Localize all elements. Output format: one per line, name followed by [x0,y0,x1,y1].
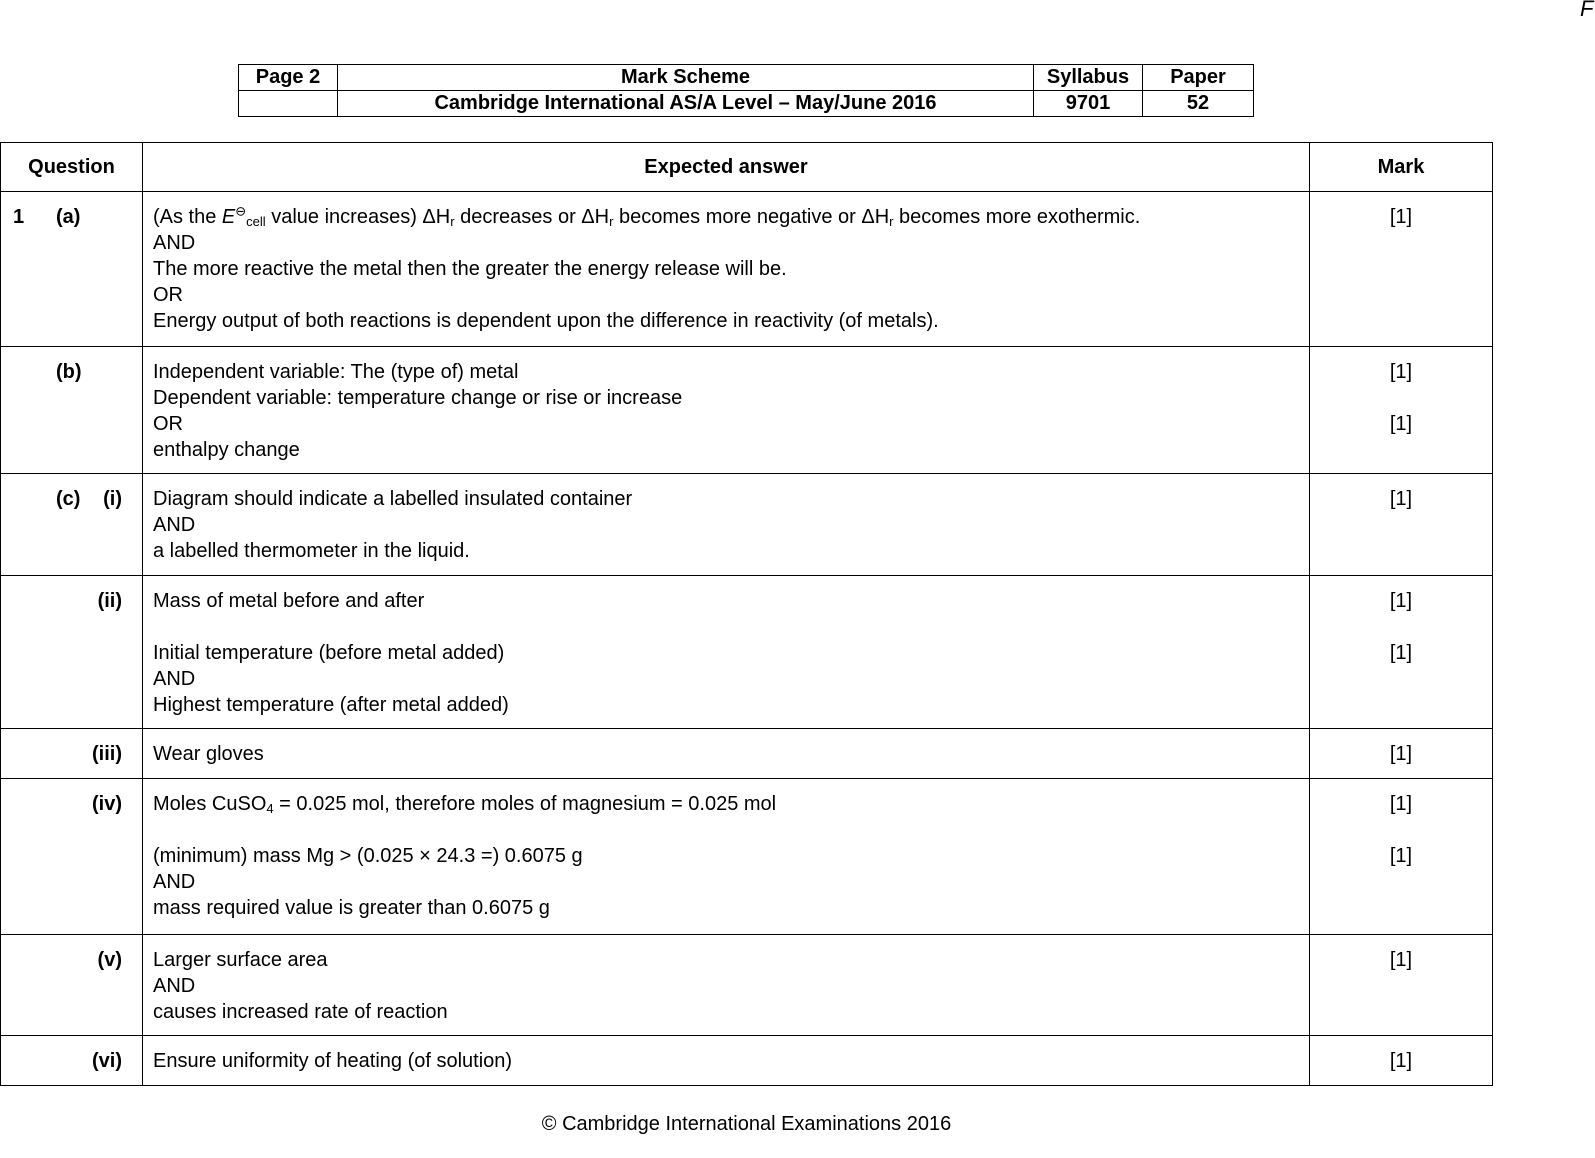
question-cell [1,779,143,935]
answer-line: OR [153,284,183,306]
table-header-row [1,143,1493,192]
mark-value: [1] [1389,743,1413,765]
page-label: Page 2 [239,65,338,91]
table-row [1,192,1493,347]
answer-line: Larger surface area [153,949,328,971]
mark-value: [1] [1389,793,1413,815]
mark-cell [1310,935,1493,1036]
question-subpart: (iv) [92,793,122,815]
mark-cell [1310,729,1493,779]
syllabus-value: 9701 [1034,91,1143,117]
mark-cell [1310,576,1493,729]
table-row [1,779,1493,935]
answer-cell [143,1036,1310,1086]
mark-value: [1] [1389,949,1413,971]
question-subpart: (vi) [92,1050,122,1072]
question-number: 1 [13,206,25,228]
paper-label: Paper [1143,65,1254,91]
col-mark: Mark [1310,143,1493,192]
col-question: Question [1,143,143,192]
mark-value: [1] [1389,642,1413,664]
answer-cell [143,474,1310,576]
syllabus-label: Syllabus [1034,65,1143,91]
question-cell [1,474,143,576]
question-part: (b) [56,361,82,383]
answer-line: Energy output of both reactions is dependent upon the difference in reactivity (of metals). [153,310,939,332]
answer-line: AND [153,232,196,254]
answer-line: The more reactive the metal then the greater the energy release will be. [153,258,787,280]
table-row [1,1036,1493,1086]
table-row [1,347,1493,474]
answer-line: Dependent variable: temperature change or rise or increase [153,387,683,409]
mark-cell [1310,192,1493,347]
mark-value: [1] [1389,1050,1413,1072]
question-part: (c) [56,488,81,510]
answer-line: Moles CuSO$_4$ = 0.025 mol, therefore moles of magnesium = 0.025 mol [153,793,777,816]
question-cell [1,729,143,779]
mark-cell [1310,347,1493,474]
mark-cell [1310,779,1493,935]
mark-cell [1310,1036,1493,1086]
answer-line: AND [153,514,196,536]
question-cell [1,935,143,1036]
copyright-footer: © Cambridge International Examinations 2016 [541,1113,952,1135]
table-row [1,935,1493,1036]
question-subpart: (i) [103,488,122,510]
question-cell [1,347,143,474]
answer-cell [143,347,1310,474]
answer-cell [143,729,1310,779]
answer-line: Ensure uniformity of heating (of solution) [153,1050,513,1072]
answer-cell [143,935,1310,1036]
answer-line: mass required value is greater than 0.6075 g [153,897,550,919]
answer-line: AND [153,871,196,893]
mark-value: [1] [1389,413,1413,435]
answer-line: (As the $E^⊖_{cell}$ value increases) $\Delta H_r$ decreases or $\Delta H_r$ becomes more negative or $\Delta H_r$ becomes more exothermic. [153,203,1141,229]
answer-cell [143,576,1310,729]
answer-line: (minimum) mass Mg > (0.025 × 24.3 =) 0.6075 g [153,845,583,867]
answer-line: a labelled thermometer in the liquid. [153,540,470,562]
answer-line: Diagram should indicate a labelled insulated container [153,488,633,510]
col-answer: Expected answer [143,143,1310,192]
mark-value: [1] [1389,590,1413,612]
question-cell [1,576,143,729]
answer-line: Mass of metal before and after [153,590,425,612]
table-row [1,474,1493,576]
table-row [1,729,1493,779]
answer-line: AND [153,975,196,997]
answer-line: Wear gloves [153,743,264,765]
question-subpart: (ii) [97,590,122,612]
answer-line: OR [153,413,183,435]
answer-line: causes increased rate of reaction [153,1001,448,1023]
table-row [1,576,1493,729]
mark-cell [1310,474,1493,576]
question-cell [1,1036,143,1086]
mark-value: [1] [1389,488,1413,510]
answer-cell [143,779,1310,935]
question-subpart: (iii) [92,743,122,765]
question-part: (a) [56,206,81,228]
header-empty-cell [239,91,338,117]
answer-line: Initial temperature (before metal added) [153,642,505,664]
header-title: Mark Scheme [338,65,1034,91]
paper-value: 52 [1143,91,1254,117]
answer-line: AND [153,668,196,690]
mark-scheme-table [0,142,1493,1086]
header-subtitle: Cambridge International AS/A Level – May/June 2016 [338,91,1034,117]
mark-value: [1] [1389,206,1413,228]
question-cell [1,192,143,347]
answer-line: Highest temperature (after metal added) [153,694,509,716]
answer-cell [143,192,1310,347]
mark-value: [1] [1389,361,1413,383]
header-table [238,64,1254,117]
page-corner-mark: F [1580,0,1594,21]
question-subpart: (v) [97,949,122,971]
answer-line: enthalpy change [153,439,300,461]
answer-line: Independent variable: The (type of) metal [153,361,519,383]
mark-value: [1] [1389,845,1413,867]
